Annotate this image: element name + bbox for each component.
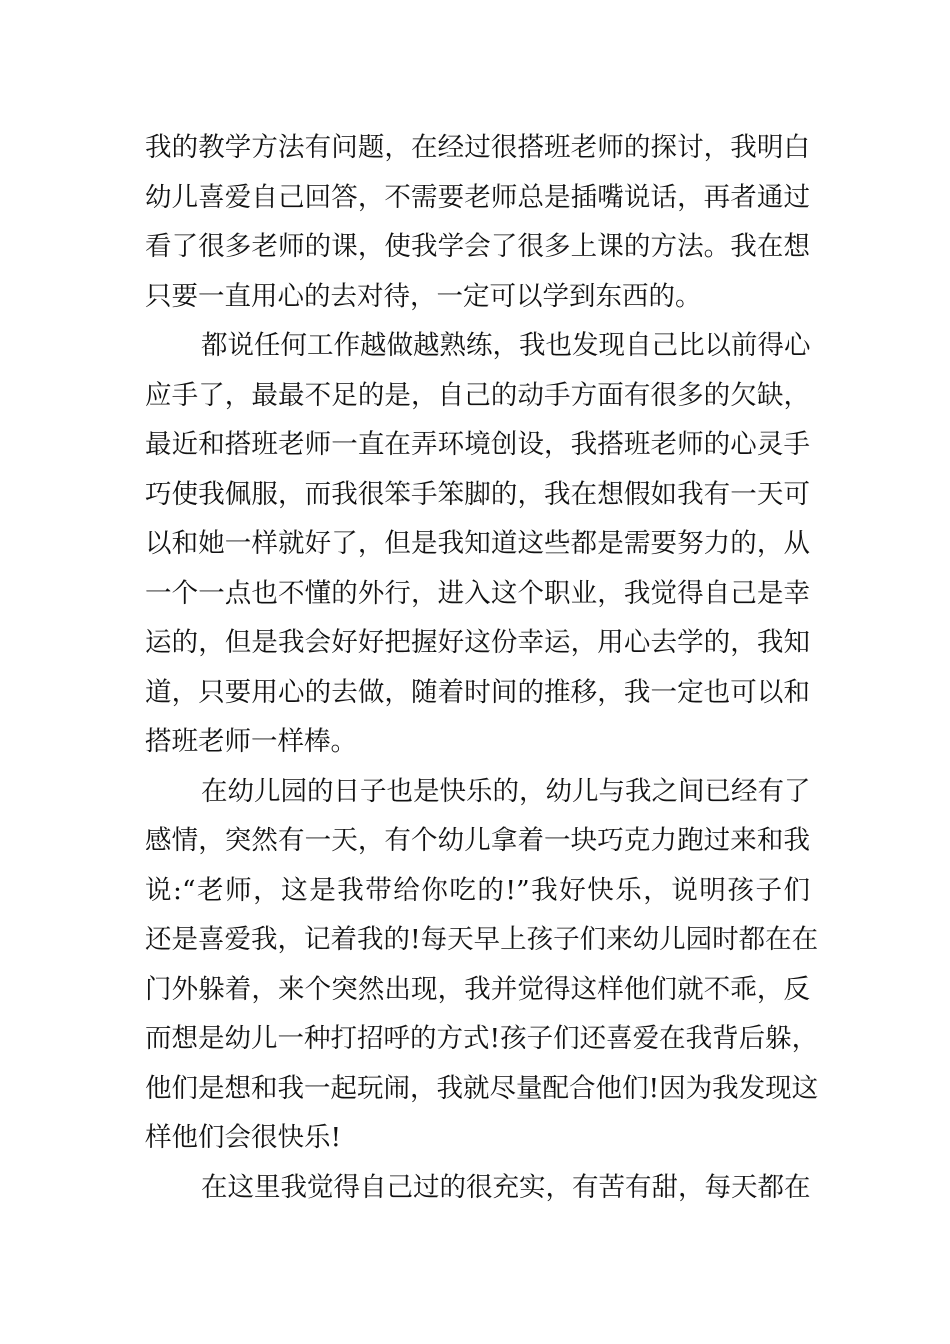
text-line: 在这里我觉得自己过的很充实，有苦有甜，每天都在 xyxy=(201,1171,811,1203)
paragraph-1 xyxy=(145,123,810,321)
text-line: 幼儿喜爱自己回答，不需要老师总是插嘴说话，再者通过 xyxy=(145,181,810,213)
text-line: 我的教学方法有问题，在经过很搭班老师的探讨，我明白 xyxy=(145,132,810,163)
text-line: 运的，但是我会好好把握好这份幸运，用心去学的，我知 xyxy=(145,627,810,658)
document-body xyxy=(145,123,819,1212)
paragraph-2 xyxy=(145,321,810,767)
text-line: 一个一点也不懂的外行，进入这个职业，我觉得自己是幸 xyxy=(145,577,810,609)
text-line: 最近和搭班老师一直在弄环境创设，我搭班老师的心灵手 xyxy=(145,429,810,460)
text-line: 看了很多老师的课，使我学会了很多上课的方法。我在想 xyxy=(145,231,810,262)
text-line: 感情，突然有一天，有个幼儿拿着一块巧克力跑过来和我 xyxy=(145,825,810,856)
text-line: 他们是想和我一起玩闹，我就尽量配合他们!因为我发现这 xyxy=(145,1072,819,1104)
text-line: 在幼儿园的日子也是快乐的，幼儿与我之间已经有了 xyxy=(201,775,811,807)
text-line: 巧使我佩服，而我很笨手笨脚的，我在想假如我有一天可 xyxy=(145,478,810,510)
paragraph-3 xyxy=(145,767,819,1163)
text-line: 搭班老师一样棒。 xyxy=(145,726,357,757)
paragraph-4 xyxy=(145,1163,810,1213)
text-line: 样他们会很快乐! xyxy=(145,1122,342,1153)
text-line: 而想是幼儿一种打招呼的方式!孩子们还喜爱在我背后躲， xyxy=(145,1023,819,1054)
text-line: 还是喜爱我，记着我的!每天早上孩子们来幼儿园时都在在 xyxy=(145,924,819,955)
text-line: 只要一直用心的去对待，一定可以学到东西的。 xyxy=(145,280,702,312)
text-line: 以和她一样就好了，但是我知道这些都是需要努力的，从 xyxy=(145,528,810,559)
text-line: 门外躲着，来个突然出现，我并觉得这样他们就不乖，反 xyxy=(145,973,810,1005)
text-line: 道，只要用心的去做，随着时间的推移，我一定也可以和 xyxy=(145,676,810,708)
text-line: 应手了，最最不足的是，自己的动手方面有很多的欠缺， xyxy=(145,379,810,411)
text-line: 说:“老师，这是我带给你吃的!”我好快乐，说明孩子们 xyxy=(145,874,810,906)
text-line: 都说任何工作越做越熟练，我也发现自己比以前得心 xyxy=(201,330,811,361)
